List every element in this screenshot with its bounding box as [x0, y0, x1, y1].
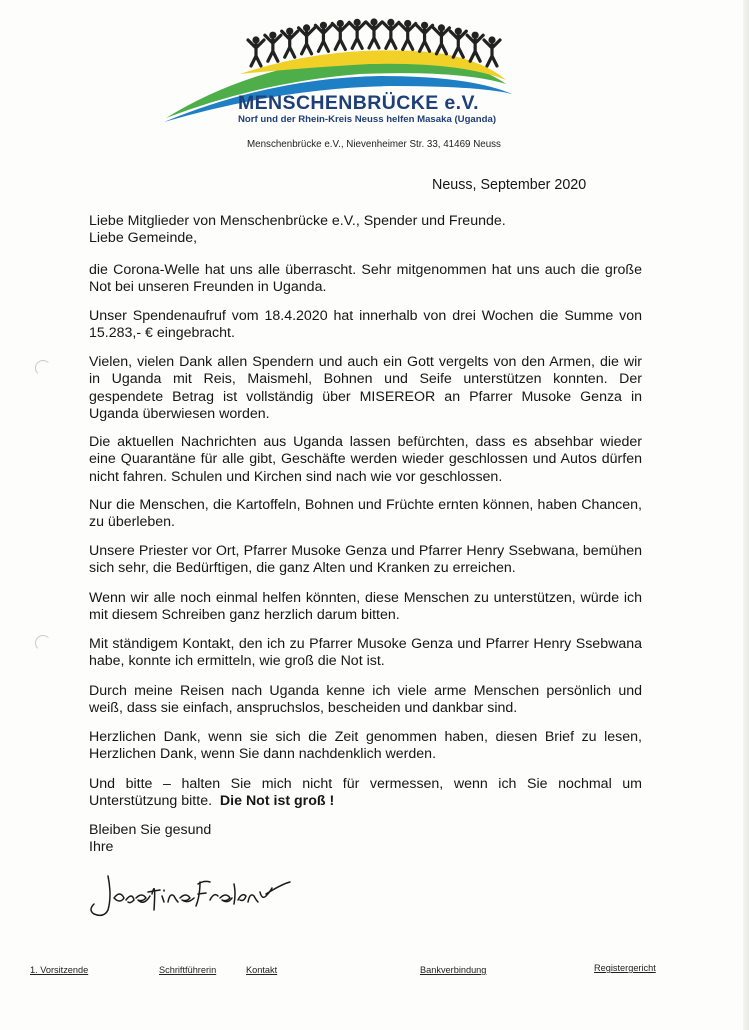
- paragraph-2: [89, 308, 642, 343]
- person-figure-icon: [400, 20, 416, 50]
- person-figure-icon: [450, 28, 466, 58]
- greeting: [89, 213, 642, 248]
- person-figure-icon: [433, 24, 449, 54]
- paragraph-text: Nur die Menschen, die Kartoffeln, Bohnen und Früchte ernten können, haben Chancen, zu überleben.: [89, 497, 642, 531]
- person-figure-icon: [467, 32, 483, 62]
- person-figure-icon: [299, 24, 315, 54]
- paragraph-7: [89, 590, 642, 625]
- person-figure-icon: [366, 18, 382, 48]
- punch-hole-mark-upper: [35, 360, 51, 376]
- paragraph-4: [89, 434, 642, 486]
- letter-date: Neuss, September 2020: [432, 177, 587, 193]
- greeting-line-2: Liebe Gemeinde,: [89, 230, 198, 247]
- footer-kontakt: Kontakt: [246, 965, 278, 975]
- person-figure-icon: [265, 32, 281, 62]
- paragraph-text: Durch meine Reisen nach Uganda kenne ich viele arme Menschen persönlich und weiß, dass sie einfach, anspruchslos, bescheiden und dankbar sind.: [89, 683, 642, 717]
- footer-bankverbindung: Bankverbindung: [420, 965, 487, 975]
- handwritten-signature: [86, 866, 292, 922]
- org-name: MENSCHENBRÜCKE e.V.: [238, 92, 479, 114]
- footer-registergericht: Registergericht: [594, 963, 656, 973]
- paragraph-3: [89, 354, 642, 424]
- paragraph-text: Vielen, vielen Dank allen Spendern und auch ein Gott vergelts von den Armen, die wir in Uganda mit Reis, Maismehl, Bohnen und Seife unterstützen konnten. Der gespendete Betrag ist vollständig über MISEREOR an Pfarrer Musoke Genza in Uganda überwiesen worden.: [89, 354, 642, 423]
- closing-line-1: Bleiben Sie gesund: [89, 822, 212, 838]
- org-subtitle: Norf und der Rhein-Kreis Neuss helfen Masaka (Uganda): [238, 114, 497, 125]
- paragraph-8: [89, 636, 642, 671]
- person-figure-icon: [349, 19, 365, 49]
- person-figure-icon: [315, 22, 331, 52]
- footer-vorsitzende: 1. Vorsitzende: [30, 965, 89, 975]
- paragraph-1: [89, 262, 642, 297]
- paragraph-text: Und bitte – halten Sie mich nicht für vermessen, wenn ich Sie nochmal um Unterstützung bitte.: [89, 776, 642, 810]
- greeting-line-1: Liebe Mitglieder von Menschenbrücke e.V., Spender und Freunde.: [89, 213, 506, 229]
- person-figure-icon: [248, 36, 264, 66]
- paragraph-text: die Corona-Welle hat uns alle überrascht. Sehr mitgenommen hat uns auch die große Not bei unseren Freunden in Uganda.: [89, 262, 642, 296]
- paragraph-11: [89, 776, 642, 811]
- page-edge-shadow: [743, 0, 749, 1030]
- closing-line-2: Ihre: [89, 839, 114, 856]
- paragraph-6: [89, 543, 642, 578]
- person-figure-icon: [282, 28, 298, 58]
- emphasis-not-ist-gross: Die Not ist groß !: [219, 793, 335, 810]
- person-figure-icon: [417, 22, 433, 52]
- footer-schriftfuehrerin: Schriftführerin: [159, 965, 217, 975]
- paragraph-5: [89, 497, 642, 532]
- org-address: Menschenbrücke e.V., Nievenheimer Str. 33, 41469 Neuss: [247, 139, 501, 150]
- paragraph-text: Herzlichen Dank, wenn sie sich die Zeit genommen haben, diesen Brief zu lesen, Herzlichen Dank, wenn Sie dann nachdenklich werden.: [89, 729, 642, 763]
- paragraph-text: Wenn wir alle noch einmal helfen könnten, diese Menschen zu unterstützen, würde ich mit diesem Schreiben ganz herzlich darum bitten.: [89, 590, 642, 624]
- paragraph-text: Mit ständigem Kontakt, den ich zu Pfarrer Musoke Genza und Pfarrer Henry Ssebwana habe, konnte ich ermitteln, wie groß die Not ist.: [89, 636, 642, 670]
- paragraph-10: [89, 729, 642, 764]
- person-figure-icon: [383, 19, 399, 49]
- paragraph-text: Die aktuellen Nachrichten aus Uganda lassen befürchten, dass es absehbar wieder eine Quarantäne für alle gibt, Geschäfte werden wieder geschlossen und Autos dürfen nicht fahren. Schulen und Kirchen sind nach wie vor geschlossen.: [89, 434, 642, 485]
- paragraph-9: [89, 683, 642, 718]
- closing: [89, 822, 289, 857]
- paragraph-text: Unser Spendenaufruf vom 18.4.2020 hat innerhalb von drei Wochen die Summe von 15.283,- € eingebracht.: [89, 308, 642, 342]
- punch-hole-mark-lower: [35, 635, 51, 651]
- person-figure-icon: [332, 20, 348, 50]
- paragraph-text: Unsere Priester vor Ort, Pfarrer Musoke Genza und Pfarrer Henry Ssebwana, bemühen sich sehr, die Bedürftigen, die ganz Alten und Kranken zu erreichen.: [89, 543, 642, 577]
- person-figure-icon: [484, 36, 500, 66]
